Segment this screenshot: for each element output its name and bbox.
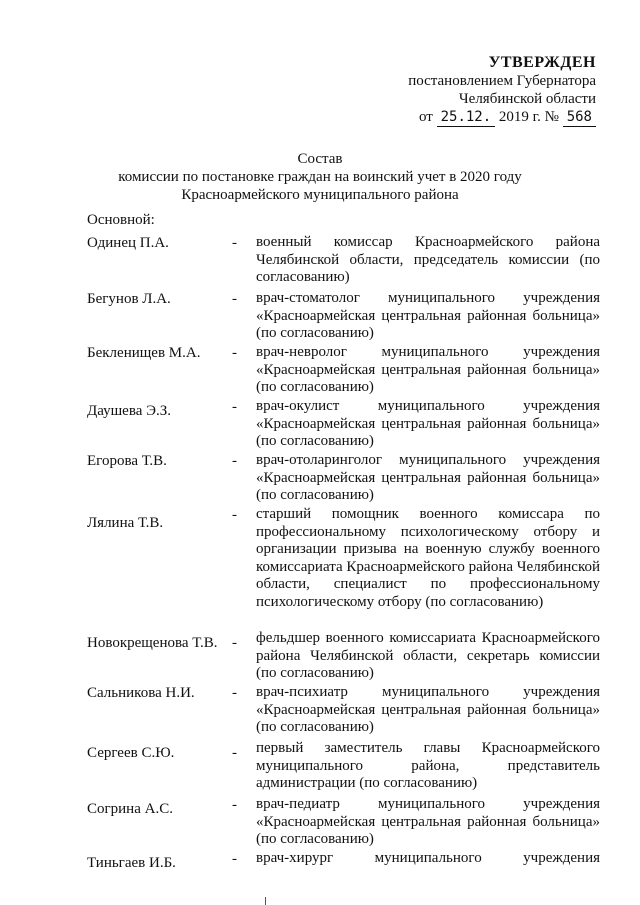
member-row <box>0 506 640 630</box>
member-dash: - <box>232 797 237 813</box>
member-name: Сальникова Н.И. <box>87 685 195 701</box>
member-description: фельдшер военного комиссариата Красноармейского района Челябинской области, секретарь комиссии (по согласованию) <box>256 630 600 681</box>
member-row <box>0 398 640 452</box>
member-dash: - <box>232 453 237 469</box>
member-row <box>0 796 640 850</box>
document-title <box>0 150 640 204</box>
approval-date: 25.12. <box>437 108 496 127</box>
member-name: Тиньгаев И.Б. <box>87 855 176 871</box>
member-name: Сергеев С.Ю. <box>87 745 175 761</box>
title-line-1: Состав <box>297 151 343 167</box>
member-name: Бекленищев М.А. <box>87 345 201 361</box>
member-description: врач-психиатр муниципального учреждения «Красноармейская центральная районная больница» (по согласованию) <box>256 684 600 735</box>
approval-date-line <box>408 108 596 127</box>
members-list <box>0 234 640 870</box>
member-name: Одинец П.А. <box>87 235 169 251</box>
title-line-2: комиссии по постановке граждан на воинский учет в 2020 году <box>118 169 522 185</box>
member-dash: - <box>232 291 237 307</box>
member-dash: - <box>232 635 237 651</box>
approval-line-2: Челябинской области <box>458 91 596 107</box>
member-name: Лялина Т.В. <box>87 515 164 531</box>
member-dash: - <box>232 399 237 415</box>
member-description: врач-педиатр муниципального учреждения «Красноармейская центральная районная больница» (по согласованию) <box>256 796 600 847</box>
member-description: первый заместитель главы Красноармейского муниципального района, представитель администрации (по согласованию) <box>256 740 600 791</box>
member-description: врач-отоларинголог муниципального учреждения «Красноармейская центральная районная больница» (по согласованию) <box>256 452 600 503</box>
scan-artifact <box>265 897 266 905</box>
approval-heading: УТВЕРЖДЕН <box>488 54 596 71</box>
member-name: Новокрещенова Т.В. <box>87 635 218 651</box>
member-dash: - <box>232 507 237 523</box>
member-row <box>0 630 640 684</box>
approval-number: 568 <box>563 108 596 127</box>
member-row <box>0 740 640 796</box>
member-row <box>0 850 640 870</box>
member-dash: - <box>232 851 237 867</box>
member-name: Егорова Т.В. <box>87 453 167 469</box>
approval-block <box>408 54 596 127</box>
member-description: врач-хирург муниципального учреждения <box>256 850 600 866</box>
member-dash: - <box>232 345 237 361</box>
member-description: военный комиссар Красноармейского района Челябинской области, председатель комиссии (по согласованию) <box>256 234 600 285</box>
member-dash: - <box>232 685 237 701</box>
approval-from: от <box>418 109 433 125</box>
member-description: врач-невролог муниципального учреждения «Красноармейская центральная районная больница» (по согласованию) <box>256 344 600 395</box>
section-label: Основной: <box>87 212 155 228</box>
member-name: Даушева Э.З. <box>87 403 172 419</box>
title-line-3: Красноармейского муниципального района <box>181 187 459 203</box>
member-row <box>0 684 640 740</box>
member-description: старший помощник военного комиссара по профессиональному психологическому отбору и организации призыва на военную службу военного комиссариата Красноармейского района Челябинской области, специалист по профессиональному психологическому отбору (по согласованию) <box>256 506 600 610</box>
member-row <box>0 344 640 398</box>
member-dash: - <box>232 745 237 761</box>
member-description: врач-окулист муниципального учреждения «Красноармейская центральная районная больница» (по согласованию) <box>256 398 600 449</box>
member-description: врач-стоматолог муниципального учреждения «Красноармейская центральная районная больница» (по согласованию) <box>256 290 600 341</box>
member-name: Согрина А.С. <box>87 801 173 817</box>
approval-line-1: постановлением Губернатора <box>408 73 596 89</box>
approval-year: 2019 г. № <box>498 109 559 125</box>
member-row <box>0 290 640 344</box>
member-row <box>0 234 640 290</box>
member-row <box>0 452 640 506</box>
member-name: Бегунов Л.А. <box>87 291 171 307</box>
member-dash: - <box>232 235 237 251</box>
